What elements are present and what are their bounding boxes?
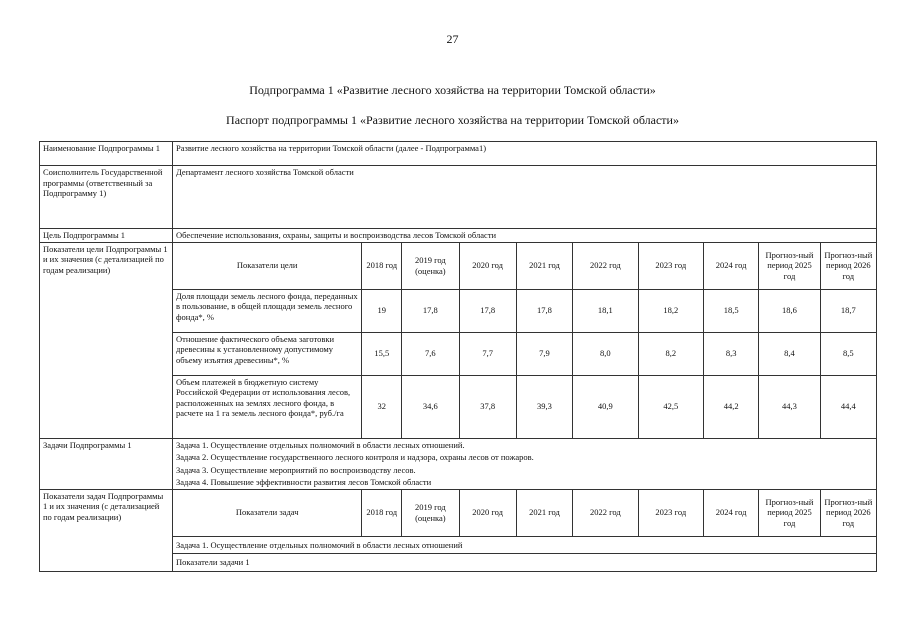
indicators-header-row bbox=[40, 242, 877, 289]
indicator-value: 17,8 bbox=[459, 289, 516, 332]
indicator-name: Объем платежей в бюджетную систему Российской Федерации от использования лесов, расположенных на землях лесного фонда, в расчете на 1 га земель лесного фонда*, руб./га bbox=[173, 375, 362, 438]
indicator-value: 8,0 bbox=[573, 332, 638, 375]
year-header: 2023 год bbox=[638, 489, 703, 536]
year-header: 2019 год (оценка) bbox=[402, 242, 459, 289]
subprogram-title: Подпрограмма 1 «Развитие лесного хозяйства на территории Томской области» bbox=[249, 83, 656, 97]
year-header: 2022 год bbox=[573, 489, 638, 536]
year-header: 2018 год bbox=[362, 489, 402, 536]
column-header: Показатели цели bbox=[173, 242, 362, 289]
task-indicators-header-row bbox=[40, 489, 877, 536]
indicator-value: 7,9 bbox=[516, 332, 572, 375]
year-header: Прогноз-ный период 2026 год bbox=[820, 489, 876, 536]
indicator-value: 17,8 bbox=[402, 289, 459, 332]
indicator-value: 15,5 bbox=[362, 332, 402, 375]
task-row bbox=[40, 438, 877, 451]
indicator-value: 37,8 bbox=[459, 375, 516, 438]
indicator-name: Отношение фактического объема заготовки древесины к установленному допустимому объему изъятия древесины*, % bbox=[173, 332, 362, 375]
row-label: Показатели цели Подпрограммы 1 и их значения (с детализацией по годам реализации) bbox=[40, 242, 173, 438]
task1-indicators-label: Показатели задачи 1 bbox=[173, 554, 877, 572]
task1-title: Задача 1. Осуществление отдельных полномочий в области лесных отношений bbox=[173, 536, 877, 554]
indicator-value: 18,5 bbox=[704, 289, 759, 332]
indicator-value: 18,6 bbox=[759, 289, 820, 332]
indicator-value: 39,3 bbox=[516, 375, 572, 438]
year-header: 2018 год bbox=[362, 242, 402, 289]
year-header: 2021 год bbox=[516, 242, 572, 289]
year-header: 2020 год bbox=[459, 242, 516, 289]
passport-title: Паспорт подпрограммы 1 «Развитие лесного хозяйства на территории Томской области» bbox=[226, 113, 679, 127]
row-value: Развитие лесного хозяйства на территории Томской области (далее - Подпрограмма1) bbox=[173, 142, 877, 166]
passport-table bbox=[39, 141, 877, 572]
indicator-value: 40,9 bbox=[573, 375, 638, 438]
indicator-name: Доля площади земель лесного фонда, переданных в пользование, в общей площади земель лесного фонда*, % bbox=[173, 289, 362, 332]
row-label: Задачи Подпрограммы 1 bbox=[40, 438, 173, 489]
task-item: Задача 2. Осуществление государственного лесного контроля и надзора, охраны лесов от пожаров. bbox=[173, 451, 877, 464]
row-value: Департамент лесного хозяйства Томской области bbox=[173, 166, 877, 229]
year-header: 2023 год bbox=[638, 242, 703, 289]
indicator-value: 8,2 bbox=[638, 332, 703, 375]
row-label: Цель Подпрограммы 1 bbox=[40, 229, 173, 243]
row-label: Наименование Подпрограммы 1 bbox=[40, 142, 173, 166]
year-header: Прогноз-ный период 2025 год bbox=[759, 489, 820, 536]
row-label: Соисполнитель Государственной программы (ответственный за Подпрограмму 1) bbox=[40, 166, 173, 229]
indicator-value: 7,6 bbox=[402, 332, 459, 375]
row-name bbox=[40, 142, 877, 166]
indicator-value: 42,5 bbox=[638, 375, 703, 438]
row-label: Показатели задач Подпрограммы 1 и их значения (с детализацией по годам реализации) bbox=[40, 489, 173, 571]
task-item: Задача 4. Повышение эффективности развития лесов Томской области bbox=[173, 476, 877, 489]
year-header: 2024 год bbox=[704, 489, 759, 536]
row-coexecutor bbox=[40, 166, 877, 229]
year-header: Прогноз-ный период 2026 год bbox=[820, 242, 876, 289]
indicator-value: 34,6 bbox=[402, 375, 459, 438]
indicator-value: 44,3 bbox=[759, 375, 820, 438]
indicator-value: 18,7 bbox=[820, 289, 876, 332]
indicator-value: 44,2 bbox=[704, 375, 759, 438]
row-value: Обеспечение использования, охраны, защиты и воспроизводства лесов Томской области bbox=[173, 229, 877, 243]
indicator-value: 19 bbox=[362, 289, 402, 332]
task-item: Задача 1. Осуществление отдельных полномочий в области лесных отношений. bbox=[173, 438, 877, 451]
indicator-value: 18,1 bbox=[573, 289, 638, 332]
year-header: 2020 год bbox=[459, 489, 516, 536]
indicator-value: 17,8 bbox=[516, 289, 572, 332]
column-header: Показатели задач bbox=[173, 489, 362, 536]
task-item: Задача 3. Осуществление мероприятий по воспроизводству лесов. bbox=[173, 464, 877, 477]
year-header: 2022 год bbox=[573, 242, 638, 289]
year-header: 2019 год (оценка) bbox=[402, 489, 459, 536]
indicator-value: 8,3 bbox=[704, 332, 759, 375]
year-header: 2021 год bbox=[516, 489, 572, 536]
indicator-value: 8,5 bbox=[820, 332, 876, 375]
indicator-value: 18,2 bbox=[638, 289, 703, 332]
indicator-value: 44,4 bbox=[820, 375, 876, 438]
year-header: 2024 год bbox=[704, 242, 759, 289]
indicator-value: 32 bbox=[362, 375, 402, 438]
indicator-value: 8,4 bbox=[759, 332, 820, 375]
row-goal bbox=[40, 229, 877, 243]
indicator-value: 7,7 bbox=[459, 332, 516, 375]
page-number: 27 bbox=[446, 32, 459, 46]
year-header: Прогноз-ный период 2025 год bbox=[759, 242, 820, 289]
